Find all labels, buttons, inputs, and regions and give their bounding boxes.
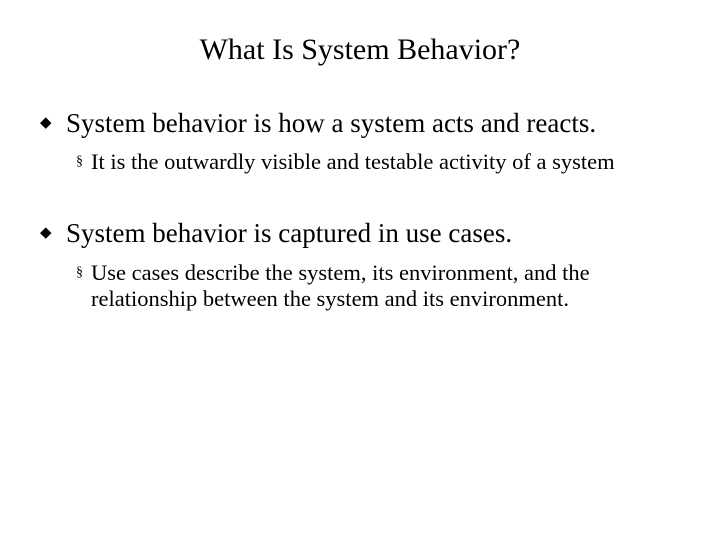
bullet-captured-in-use-cases [38,217,708,249]
sub-bullet-outwardly-visible [76,149,686,175]
sub-bullet-text: It is the outwardly visible and testable activity of a system [91,149,615,174]
sub-bullet-use-cases-describe [76,260,686,312]
bullet-text: System behavior is captured in use cases. [66,218,513,248]
bullet-text: System behavior is how a system acts and reacts. [66,108,597,138]
section-bullet-icon: § [76,154,83,169]
slide-title: What Is System Behavior? [199,33,521,66]
section-bullet-icon: § [76,265,83,280]
diamond-bullet-icon: ◆ [40,115,52,131]
diamond-bullet-icon: ◆ [40,225,52,241]
sub-bullet-text: Use cases describe the system, its environment, and the relationship between the system and its environment. [91,260,590,311]
bullet-system-behavior-definition [38,107,708,139]
